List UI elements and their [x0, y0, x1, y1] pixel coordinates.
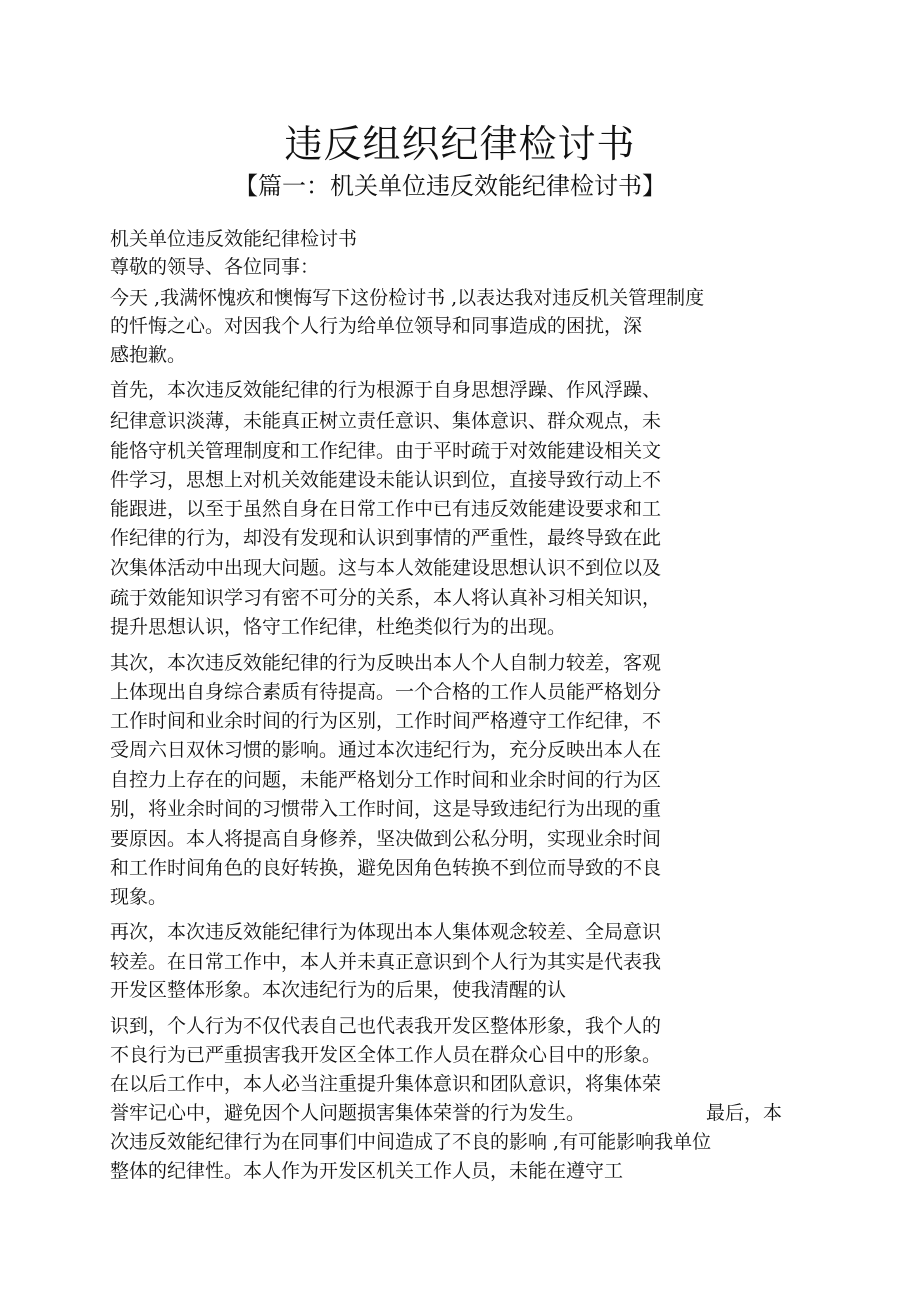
body-line: 上体现出自身综合素质有待提高。一个合格的工作人员能严格划分 — [110, 681, 662, 703]
document-title: 违反组织纪律检讨书 — [284, 122, 636, 166]
document-subtitle: 【篇一：机关单位违反效能纪律检讨书】 — [234, 172, 666, 200]
body-line: 现象。 — [110, 886, 168, 908]
body-line-trailing: 最后，本 — [706, 1102, 783, 1124]
body-line: 感抱歉。 — [110, 344, 187, 366]
body-line: 提升思想认识，恪守工作纪律，杜绝类似行为的出现。 — [110, 616, 567, 638]
body-line: 疏于效能知识学习有密不可分的关系，本人将认真补习相关知识， — [110, 587, 662, 609]
body-line: 机关单位违反效能纪律检讨书 — [110, 228, 358, 250]
body-line: 的忏悔之心。对因我个人行为给单位领导和同事造成的困扰，深 — [110, 315, 643, 337]
body-line: 件学习，思想上对机关效能建设未能认识到位，直接导致行动上不 — [110, 469, 662, 491]
body-line: 誉牢记心中，避免因个人问题损害集体荣誉的行为发生。 — [110, 1102, 586, 1124]
body-line: 受周六日双休习惯的影响。通过本次违纪行为，充分反映出本人在 — [110, 739, 662, 761]
body-line: 纪律意识淡薄，未能真正树立责任意识、集体意识、群众观点，未 — [110, 410, 662, 432]
body-line: 开发区整体形象。本次违纪行为的后果，使我清醒的认 — [110, 979, 567, 1001]
body-line: 在以后工作中，本人必当注重提升集体意识和团队意识，将集体荣 — [110, 1073, 662, 1095]
body-line: 整体的纪律性。本人作为开发区机关工作人员，未能在遵守工 — [110, 1160, 624, 1182]
body-line: 别，将业余时间的习惯带入工作时间，这是导致违纪行为出现的重 — [110, 798, 662, 820]
body-line: 不良行为已严重损害我开发区全体工作人员在群众心目中的形象。 — [110, 1044, 662, 1066]
body-line: 尊敬的领导、各位同事： — [110, 256, 320, 278]
body-line: 较差。在日常工作中，本人并未真正意识到个人行为其实是代表我 — [110, 951, 662, 973]
body-line: 再次，本次违反效能纪律行为体现出本人集体观念较差、全局意识 — [110, 921, 662, 943]
body-line: 要原因。本人将提高自身修养，坚决做到公私分明，实现业余时间 — [110, 828, 662, 850]
body-line: 次集体活动中出现大问题。这与本人效能建设思想认识不到位以及 — [110, 557, 662, 579]
body-line: 自控力上存在的问题，未能严格划分工作时间和业余时间的行为区 — [110, 769, 662, 791]
body-line: 能跟进，以至于虽然自身在日常工作中已有违反效能建设要求和工 — [110, 498, 662, 520]
body-line: 首先，本次违反效能纪律的行为根源于自身思想浮躁、作风浮躁、 — [110, 379, 662, 401]
body-line: 今天 ,我满怀愧疚和懊悔写下这份检讨书 ,以表达我对违反机关管理制度 — [110, 287, 705, 309]
body-line: 其次，本次违反效能纪律的行为反映出本人个人自制力较差，客观 — [110, 652, 662, 674]
body-line: 识到，个人行为不仅代表自己也代表我开发区整体形象，我个人的 — [110, 1015, 662, 1037]
body-line: 能恪守机关管理制度和工作纪律。由于平时疏于对效能建设相关文 — [110, 440, 662, 462]
body-line: 次违反效能纪律行为在同事们中间造成了不良的影响 ,有可能影响我单位 — [110, 1131, 712, 1153]
body-line: 作纪律的行为，却没有发现和认识到事情的严重性，最终导致在此 — [110, 527, 662, 549]
body-line: 工作时间和业余时间的行为区别，工作时间严格遵守工作纪律，不 — [110, 710, 662, 732]
body-line: 和工作时间角色的良好转换，避免因角色转换不到位而导致的不良 — [110, 857, 662, 879]
